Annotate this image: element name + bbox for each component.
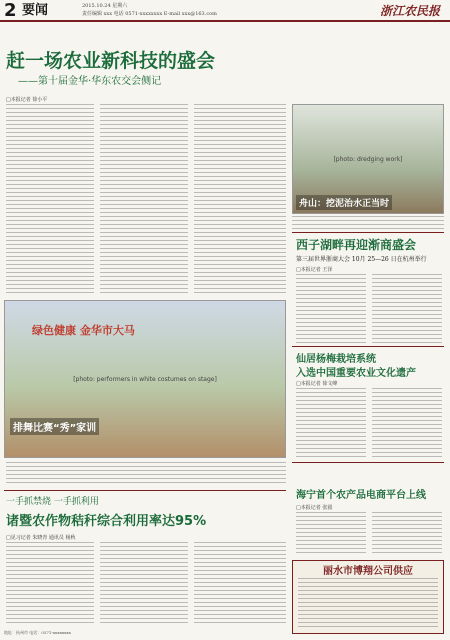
section-title: 要闻 <box>22 3 49 18</box>
bottom-kicker: 一手抓禁烧 一手抓利用 <box>6 497 99 507</box>
lead-headline: 赶一场农业新科技的盛会 <box>6 50 216 72</box>
right-photo-caption-text <box>292 216 444 230</box>
page-footer: 地址：杭州市 电话：0571-xxxxxxxx <box>4 630 71 635</box>
divider <box>292 232 444 233</box>
lead-subheadline: ——第十届金华·华东农交会侧记 <box>18 76 162 87</box>
lead-text-column-1 <box>6 104 94 294</box>
divider <box>4 490 286 491</box>
main-photo-caption-text <box>6 462 286 484</box>
advertisement-title: 丽水市博翔公司供应 <box>323 566 413 577</box>
article3-headline-line2: 入选中国重要农业文化遗产 <box>296 368 416 379</box>
article4-headline: 海宁首个农产品电商平台上线 <box>296 490 426 501</box>
bottom-headline: 诸暨农作物秸秆综合利用率达95% <box>6 514 207 529</box>
article3-text-column-1 <box>296 388 366 458</box>
editor-contact: 责任编辑 xxx 电话 0571-xxxxxxxx E-mail xxx@163.com <box>82 11 217 17</box>
article3-text-column-2 <box>372 388 442 458</box>
right-photo-caption: 舟山：挖泥治水正当时 <box>296 195 392 210</box>
article2-byline: □本报记者 王泽 <box>296 267 333 273</box>
lead-text-column-2 <box>100 104 188 294</box>
page-number: 2 <box>4 0 17 21</box>
lead-text-column-3 <box>194 104 286 294</box>
article3-byline: □本报记者 徐文峰 <box>296 381 338 387</box>
article2-headline: 西子湖畔再迎渐商盛会 <box>296 238 417 252</box>
bottom-text-column-3 <box>194 542 286 626</box>
bottom-text-column-1 <box>6 542 94 626</box>
article2-text-column-1 <box>296 274 366 344</box>
article4-byline: □本报记者 张圆 <box>296 505 333 511</box>
main-photo-caption: 排舞比赛“秀”家训 <box>10 418 99 435</box>
lead-byline: □本报记者 徐小平 <box>6 97 48 103</box>
right-photo-dredging: [photo: dredging work] <box>292 104 444 214</box>
article2-subheadline: 第三届世界浙商大会 10月 25—26 日在杭州举行 <box>296 256 427 263</box>
issue-date: 2015.10.24 星期六 <box>82 3 128 9</box>
article2-text-column-2 <box>372 274 442 344</box>
main-photo-banner: 绿色健康 金华市大马 <box>32 324 135 337</box>
newspaper-name: 浙江农民报 <box>379 4 440 18</box>
article4-text-column-1 <box>296 512 366 556</box>
main-photo-dancers: [photo: performers in white costumes on stage] <box>4 300 286 458</box>
article3-headline: 仙居杨梅栽培系统 <box>296 354 376 365</box>
bottom-text-column-2 <box>100 542 188 626</box>
article4-text-column-2 <box>372 512 442 556</box>
divider <box>292 346 444 347</box>
advertisement-text <box>298 578 438 628</box>
divider <box>292 462 444 463</box>
bottom-byline: □见习记者 朱晓青 通讯员 杨秋 <box>6 535 76 541</box>
